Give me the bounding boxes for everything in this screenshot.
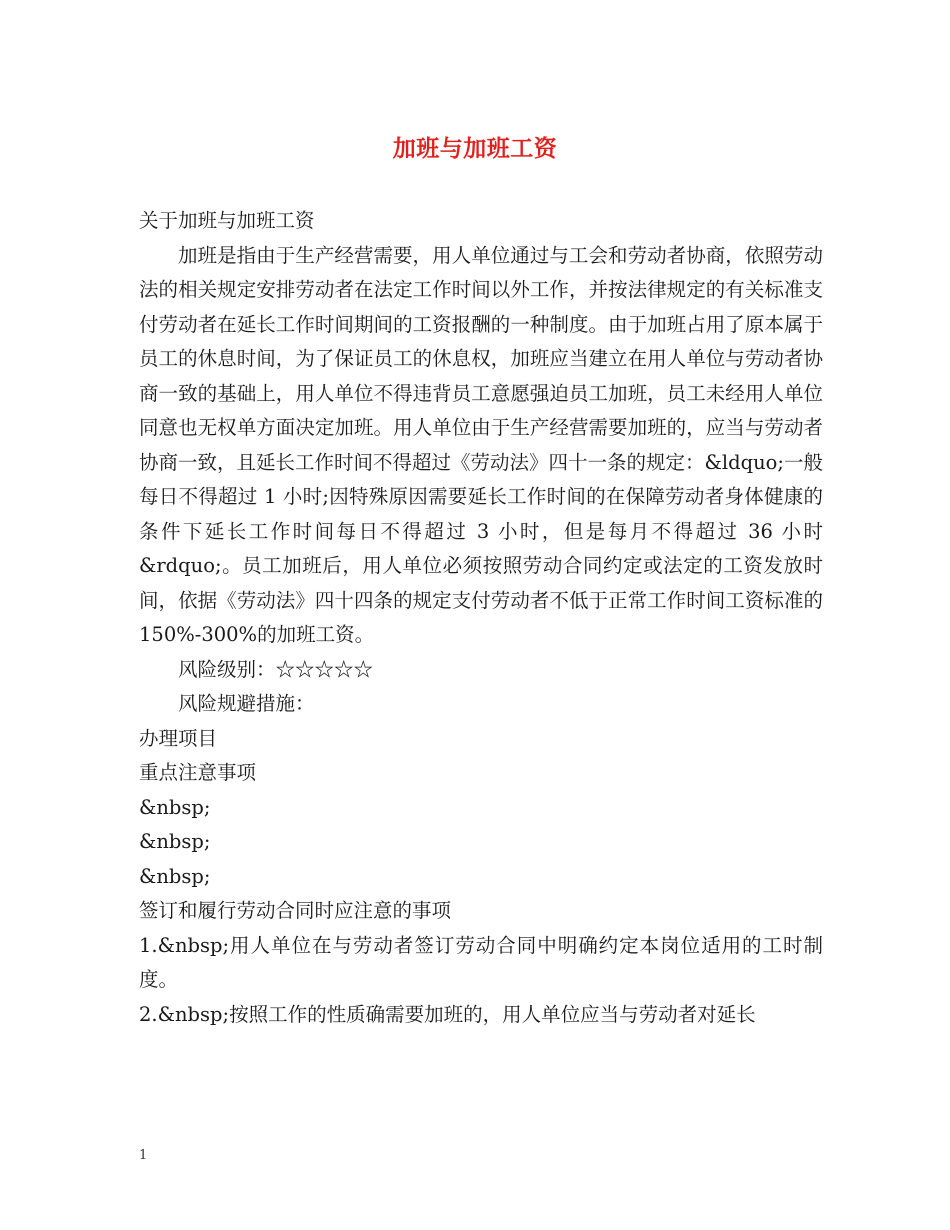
contract-notes-heading: 签订和履行劳动合同时应注意的事项 bbox=[139, 899, 452, 922]
handling-item-label: 办理项目 bbox=[139, 726, 218, 750]
risk-level-line: 风险级别：☆☆☆☆☆ bbox=[178, 657, 374, 681]
overtime-definition-paragraph: 加班是指由于生产经营需要，用人单位通过与工会和劳动者协商，依照劳动法的相关规定安排劳动者在法定工作时间以外工作，并按法律规定的有关标准支付劳动者在延长工作时间期间的工资报酬的一种制度。由于加班占用了原本属于员工的休息时间，为了保证员工的休息权，加班应当建立在用人单位与劳动者协商一致的基础上，用人单位不得违背员工意愿强迫员工加班，员工未经用人单位同意也无权单方面决定加班。用人单位由于生产经营需要加班的，应当与劳动者协商一致，且延长工作时间不得超过《劳动法》四十一条的规定：&ldquo;一般每日不得超过 1 小时;因特殊原因需要延长工作时间的在保障劳动者身体健康的条件下延长工作时间每日不得超过 3 小时，但是每月不得超过 36 小时&rdquo;。员工加班后，用人单位必须按照劳动合同约定或法定的工资发放时间，依据《劳动法》四十四条的规定支付劳动者不低于正常工作时间工资标准的150%-300%的加班工资。 bbox=[139, 243, 823, 646]
list-item-2: 2.&nbsp;按照工作的性质确需要加班的，用人单位应当与劳动者对延长 bbox=[139, 1002, 756, 1026]
section-heading: 关于加班与加班工资 bbox=[139, 209, 315, 232]
nbsp-line-1: &nbsp; bbox=[139, 795, 211, 819]
page-number: 1 bbox=[139, 1148, 148, 1163]
key-notes-label: 重点注意事项 bbox=[139, 761, 257, 784]
document-title: 加班与加班工资 bbox=[392, 135, 558, 162]
list-item-1: 1.&nbsp;用人单位在与劳动者签订劳动合同中明确约定本岗位适用的工时制度。 bbox=[139, 933, 823, 991]
document-body bbox=[139, 204, 823, 1032]
nbsp-line-3: &nbsp; bbox=[139, 864, 211, 888]
risk-avoidance-heading: 风险规避措施： bbox=[178, 692, 315, 715]
nbsp-line-2: &nbsp; bbox=[139, 830, 211, 853]
